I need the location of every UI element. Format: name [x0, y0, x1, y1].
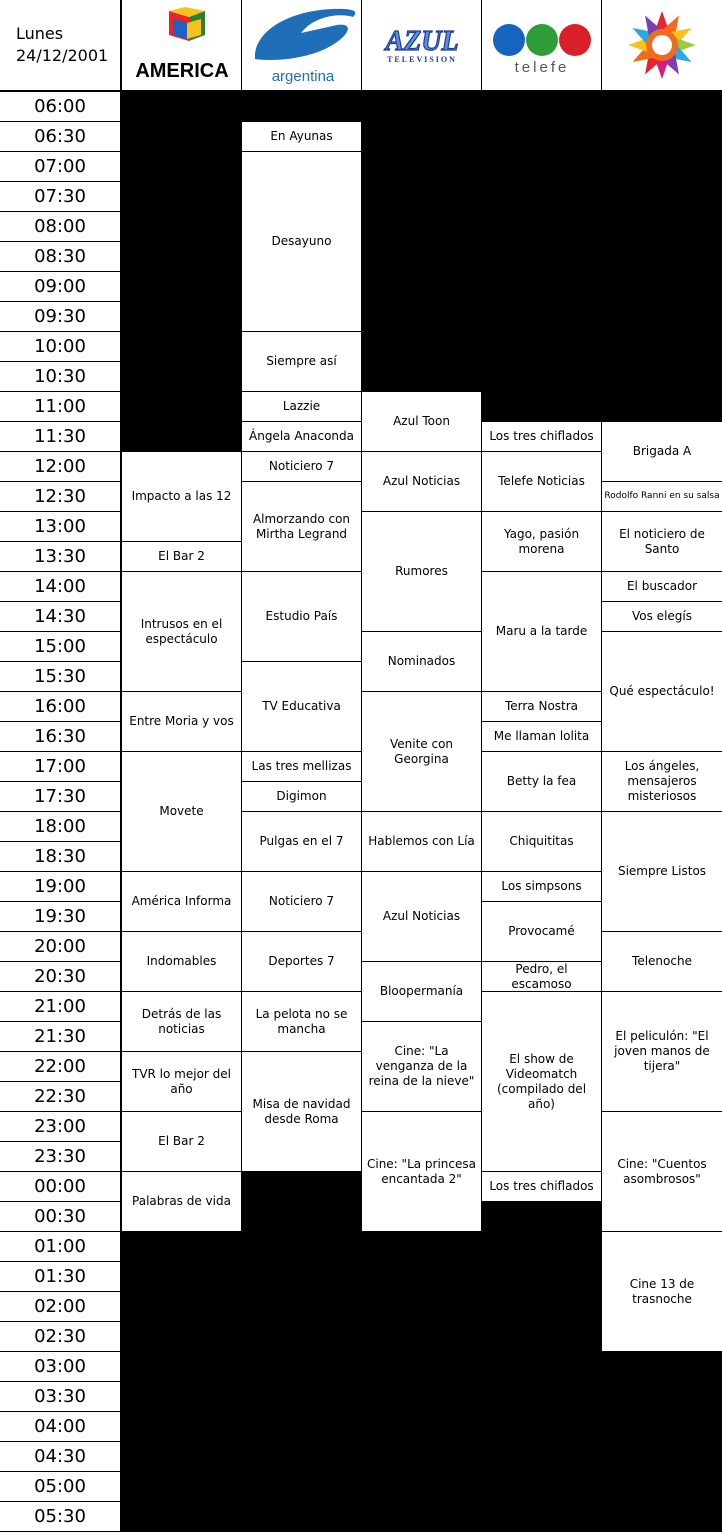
time-slot: 06:00	[0, 92, 120, 121]
svg-text:AZUL: AZUL	[384, 26, 459, 57]
program-cell[interactable]: En Ayunas	[242, 122, 361, 151]
time-slot: 21:00	[0, 992, 120, 1021]
program-cell[interactable]: Maru a la tarde	[482, 572, 601, 691]
program-cell[interactable]: Detrás de las noticias	[122, 992, 241, 1051]
program-cell[interactable]: Telefe Noticias	[482, 452, 601, 511]
time-slot: 01:30	[0, 1262, 120, 1291]
channel-logo-argentina[interactable]	[242, 0, 361, 90]
time-slot: 15:30	[0, 662, 120, 691]
program-cell[interactable]: Deportes 7	[242, 932, 361, 991]
time-slot: 18:30	[0, 842, 120, 871]
program-cell[interactable]: Rodolfo Ranni en su salsa	[602, 482, 722, 511]
program-cell[interactable]: El noticiero de Santo	[602, 512, 722, 571]
program-cell[interactable]: Las tres mellizas	[242, 752, 361, 781]
time-slot: 22:30	[0, 1082, 120, 1111]
time-slot: 03:00	[0, 1352, 120, 1381]
program-cell[interactable]: Nominados	[362, 632, 481, 691]
time-slot: 11:30	[0, 422, 120, 451]
time-slot: 19:30	[0, 902, 120, 931]
sun-center	[652, 35, 672, 55]
time-slot: 04:00	[0, 1412, 120, 1441]
program-cell[interactable]: Me llaman lolita	[482, 722, 601, 751]
time-slot: 00:00	[0, 1172, 120, 1201]
program-cell[interactable]: Venite con Georgina	[362, 692, 481, 811]
argentina-logo-icon	[245, 3, 359, 87]
channel-logo-telefe[interactable]	[482, 0, 601, 90]
program-cell[interactable]: El buscador	[602, 572, 722, 601]
program-cell[interactable]: Provocamé	[482, 902, 601, 961]
time-slot: 16:00	[0, 692, 120, 721]
program-cell[interactable]: Siempre así	[242, 332, 361, 391]
program-cell[interactable]: Pedro, el escamoso	[482, 962, 601, 991]
program-cell[interactable]: Qué espectáculo!	[602, 632, 722, 751]
canal13-sun-icon	[622, 5, 702, 85]
time-slot: 03:30	[0, 1382, 120, 1411]
program-cell[interactable]: Los simpsons	[482, 872, 601, 901]
program-cell[interactable]: Pulgas en el 7	[242, 812, 361, 871]
time-slot: 13:00	[0, 512, 120, 541]
time-slot: 12:00	[0, 452, 120, 481]
program-cell[interactable]: Cine 13 de trasnoche	[602, 1232, 722, 1351]
program-cell[interactable]: Palabras de vida	[122, 1172, 241, 1231]
program-cell[interactable]: Betty la fea	[482, 752, 601, 811]
program-cell[interactable]: Terra Nostra	[482, 692, 601, 721]
program-cell[interactable]: Almorzando con Mirtha Legrand	[242, 482, 361, 571]
time-slot: 13:30	[0, 542, 120, 571]
program-cell[interactable]: Indomables	[122, 932, 241, 991]
channel-logo-azul[interactable]	[362, 0, 481, 90]
program-cell[interactable]: Azul Noticias	[362, 452, 481, 511]
time-slot: 07:30	[0, 182, 120, 211]
time-slot: 09:00	[0, 272, 120, 301]
svg-text:AMERICA: AMERICA	[134, 60, 229, 82]
program-cell[interactable]: Digimon	[242, 782, 361, 811]
program-cell[interactable]: Misa de navidad desde Roma	[242, 1052, 361, 1171]
time-slot: 23:00	[0, 1112, 120, 1141]
time-slot: 01:00	[0, 1232, 120, 1261]
time-slot: 17:30	[0, 782, 120, 811]
azul-logo-icon	[367, 20, 477, 70]
time-slot: 11:00	[0, 392, 120, 421]
program-cell[interactable]: Estudio País	[242, 572, 361, 661]
program-cell[interactable]: El show de Videomatch (compilado del año)	[482, 992, 601, 1171]
program-cell[interactable]: Brigada A	[602, 422, 722, 481]
program-cell[interactable]: Desayuno	[242, 152, 361, 331]
time-slot: 02:00	[0, 1292, 120, 1321]
time-slot: 20:00	[0, 932, 120, 961]
program-cell[interactable]: Movete	[122, 752, 241, 871]
svg-text:TELEVISION: TELEVISION	[386, 55, 457, 64]
date-label: 24/12/2001	[16, 46, 109, 65]
time-slot: 06:30	[0, 122, 120, 151]
program-cell[interactable]: Cine: "La princesa encantada 2"	[362, 1112, 481, 1231]
time-slot: 10:00	[0, 332, 120, 361]
date-header	[0, 0, 120, 90]
time-slot: 14:00	[0, 572, 120, 601]
program-cell[interactable]: Siempre Listos	[602, 812, 722, 931]
time-slot: 10:30	[0, 362, 120, 391]
time-slot: 05:00	[0, 1472, 120, 1501]
program-cell[interactable]: Los tres chiflados	[482, 422, 601, 451]
program-cell[interactable]: Hablemos con Lía	[362, 812, 481, 871]
program-cell[interactable]: Noticiero 7	[242, 452, 361, 481]
program-cell[interactable]: Telenoche	[602, 932, 722, 991]
program-cell[interactable]: La pelota no se mancha	[242, 992, 361, 1051]
program-cell[interactable]: Cine: "La venganza de la reina de la nieve"	[362, 1022, 481, 1111]
time-slot: 16:30	[0, 722, 120, 751]
program-cell[interactable]: Los ángeles, mensajeros misteriosos	[602, 752, 722, 811]
program-cell[interactable]: Azul Toon	[362, 392, 481, 451]
program-cell[interactable]: El Bar 2	[122, 1112, 241, 1171]
time-slot: 19:00	[0, 872, 120, 901]
program-cell[interactable]: Entre Moria y vos	[122, 692, 241, 751]
program-cell[interactable]: Los tres chiflados	[482, 1172, 601, 1201]
time-slot: 09:30	[0, 302, 120, 331]
program-cell[interactable]: Yago, pasión morena	[482, 512, 601, 571]
program-cell[interactable]: Intrusos en el espectáculo	[122, 572, 241, 691]
program-cell[interactable]: Noticiero 7	[242, 872, 361, 931]
program-cell[interactable]: Impacto a las 12	[122, 452, 241, 541]
program-cell[interactable]: Bloopermanía	[362, 962, 481, 1021]
svg-text:telefe: telefe	[514, 59, 569, 76]
time-slot: 05:30	[0, 1502, 120, 1531]
program-cell[interactable]: América Informa	[122, 872, 241, 931]
time-slot: 12:30	[0, 482, 120, 511]
time-slot: 00:30	[0, 1202, 120, 1231]
time-slot: 02:30	[0, 1322, 120, 1351]
time-slot: 20:30	[0, 962, 120, 991]
time-slot: 08:30	[0, 242, 120, 271]
channel-logo-canal13[interactable]	[602, 0, 722, 90]
time-slot: 07:00	[0, 152, 120, 181]
america-logo-icon	[127, 7, 237, 83]
program-cell[interactable]: Rumores	[362, 512, 481, 631]
program-cell[interactable]: TV Educativa	[242, 662, 361, 751]
channel-logo-america[interactable]	[122, 0, 241, 90]
time-slot: 04:30	[0, 1442, 120, 1471]
time-slot: 17:00	[0, 752, 120, 781]
program-cell[interactable]: Lazzie	[242, 392, 361, 421]
time-slot: 15:00	[0, 632, 120, 661]
time-slot: 22:00	[0, 1052, 120, 1081]
program-cell[interactable]: Vos elegís	[602, 602, 722, 631]
day-label: Lunes	[16, 24, 64, 43]
program-cell[interactable]: Azul Noticias	[362, 872, 481, 961]
svg-text:argentina: argentina	[271, 68, 334, 85]
program-cell[interactable]: Cine: "Cuentos asombrosos"	[602, 1112, 722, 1231]
program-cell[interactable]: TVR lo mejor del año	[122, 1052, 241, 1111]
time-slot: 23:30	[0, 1142, 120, 1171]
program-cell[interactable]: El peliculón: "El joven manos de tijera"	[602, 992, 722, 1111]
telefe-logo-icon	[486, 10, 598, 80]
program-cell[interactable]: El Bar 2	[122, 542, 241, 571]
program-cell[interactable]: Chiquititas	[482, 812, 601, 871]
time-slot: 08:00	[0, 212, 120, 241]
time-slot: 21:30	[0, 1022, 120, 1051]
time-slot: 18:00	[0, 812, 120, 841]
time-slot: 14:30	[0, 602, 120, 631]
program-cell[interactable]: Ángela Anaconda	[242, 422, 361, 451]
